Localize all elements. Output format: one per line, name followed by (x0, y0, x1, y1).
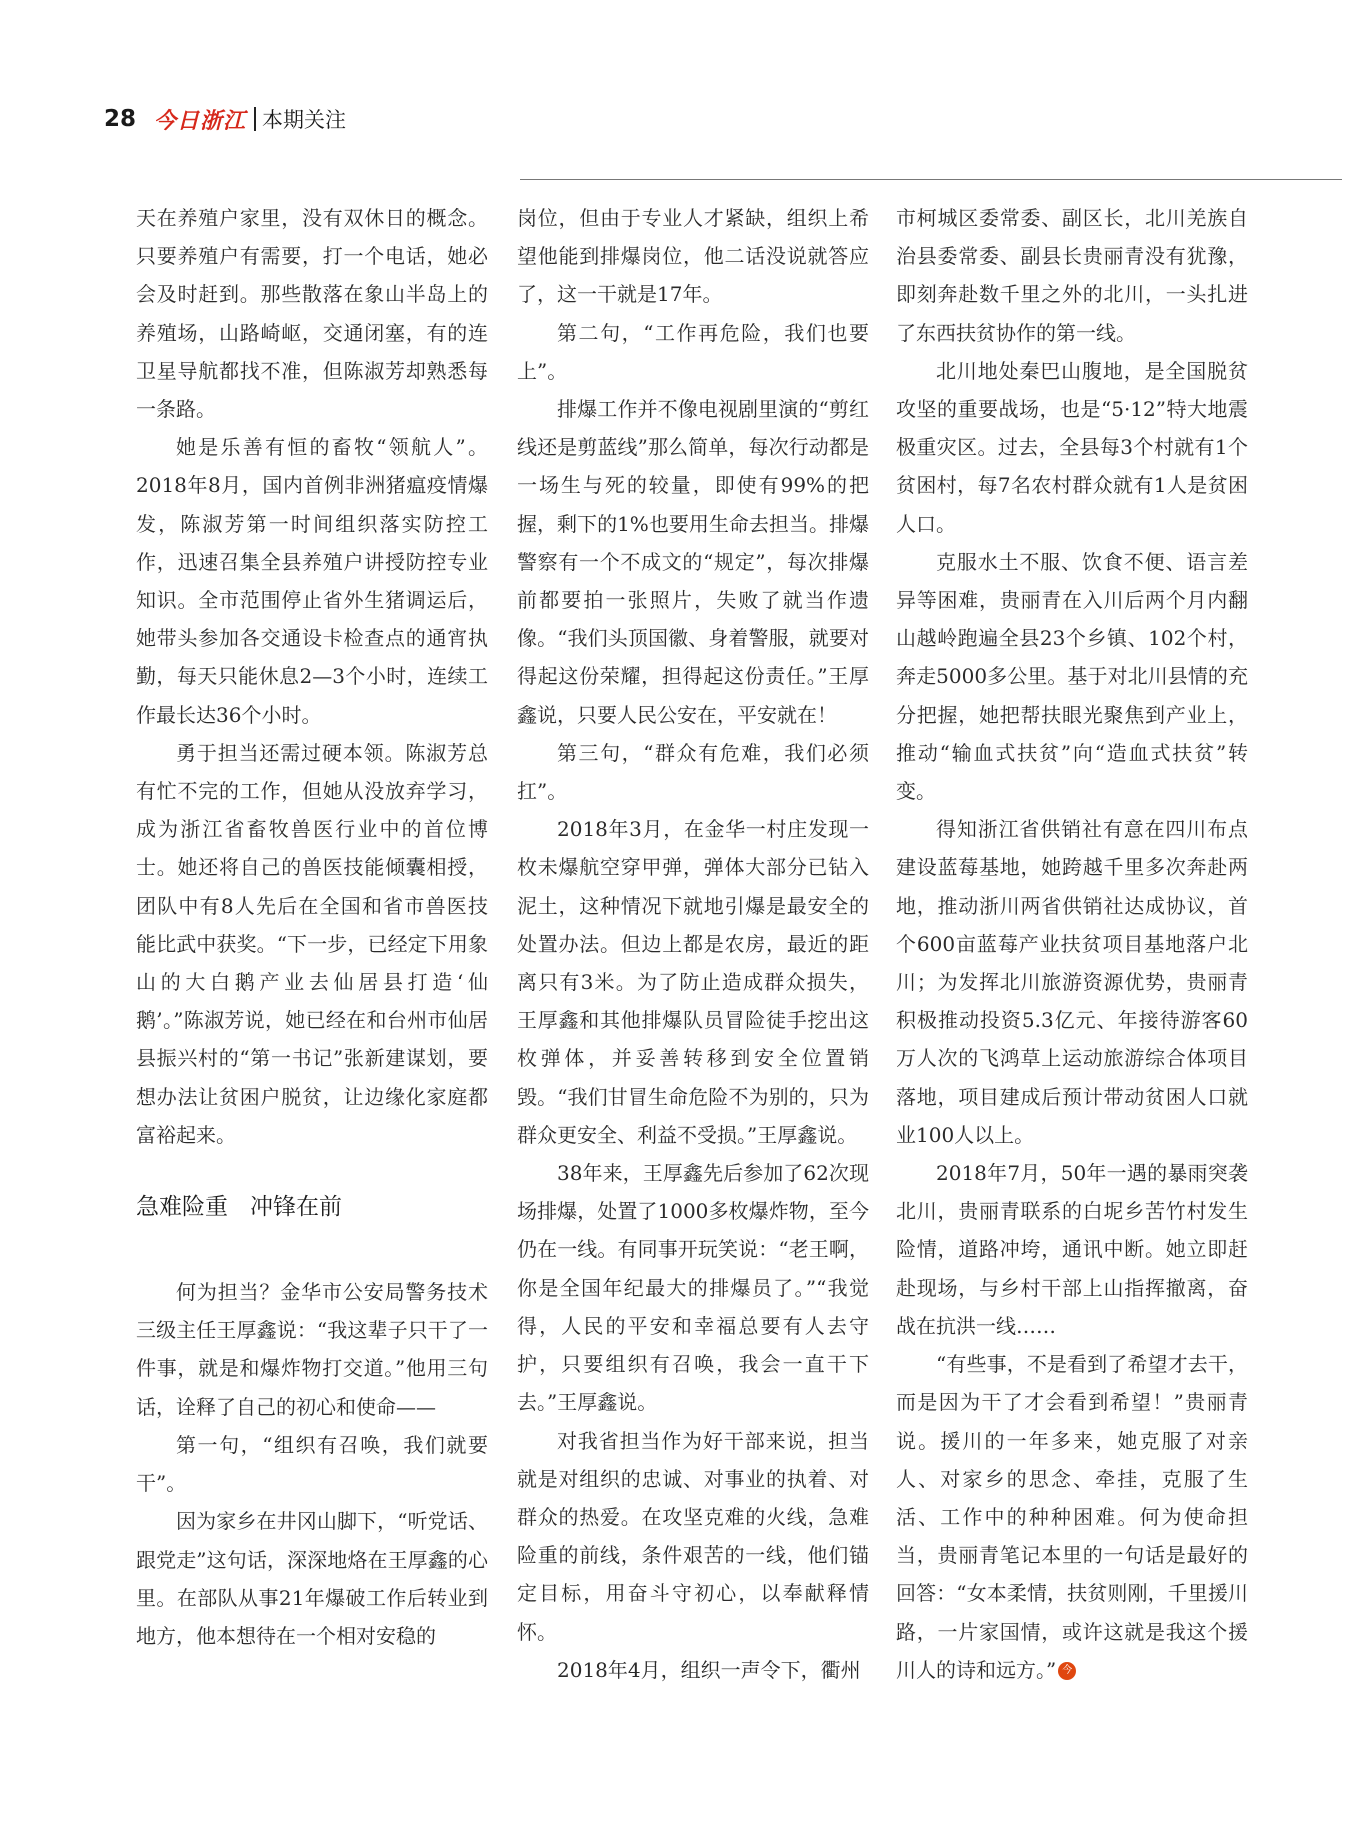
magazine-logo: 今日浙江 (154, 107, 247, 134)
paragraph: 对我省担当作为好干部来说，担当就是对组织的忠诚、对事业的执着、对群众的热爱。在攻坚克难的火线，急难险重的前线，条件艰苦的一线，他们锚定目标，用奋斗守初心，以奉献释情怀。 (517, 1428, 869, 1644)
paragraph: 岗位，但由于专业人才紧缺，组织上希望他能到排爆岗位，他二话没说就答应了，这一干就是17年。 (517, 206, 869, 307)
subheading-part: 急难险重 (136, 1194, 228, 1221)
column-3 (896, 199, 1248, 1689)
column-2 (517, 199, 869, 1689)
paragraph: 因为家乡在井冈山脚下，“听党话、跟党走”这句话，深深地烙在王厚鑫的心里。在部队从事21年爆破工作后转业到地方，他本想待在一个相对安稳的 (136, 1509, 488, 1648)
paragraph: 第三句，“群众有危难，我们必须扛”。 (517, 740, 869, 804)
paragraph: 38年来，王厚鑫先后参加了62次现场排爆，处置了1000多枚爆炸物，至今仍在一线。有同事开玩笑说：“老王啊，你是全国年纪最大的排爆员了。”“我觉得，人民的平安和幸福总要有人去守护，只要组织有召唤，我会一直干下去。”王厚鑫说。 (517, 1161, 869, 1415)
paragraph: 第一句，“组织有召唤，我们就要干”。 (136, 1432, 488, 1496)
page-header (104, 104, 346, 134)
paragraph: 得知浙江省供销社有意在四川布点建设蓝莓基地，她跨越千里多次奔赴两地，推动浙川两省供销社达成协议，首个600亩蓝莓产业扶贫项目基地落户北川；为发挥北川旅游资源优势，贵丽青积极推动投资5.3亿元、年接待游客60万人次的飞鸿草上运动旅游综合体项目落地，项目建成后预计带动贫困人口就业100人以上。 (896, 817, 1248, 1147)
end-mark-icon: 今 (1058, 1662, 1076, 1680)
paragraph (896, 1345, 1248, 1689)
paragraph: 她是乐善有恒的畜牧“领航人”。2018年8月，国内首例非洲猪瘟疫情爆发，陈淑芳第一时间组织落实防控工作，迅速召集全县养殖户讲授防控专业知识。全市范围停止省外生猪调运后，她带头参加各交通设卡检查点的通宵执勤，每天只能休息2—3个小时，连续工作最长达36个小时。 (136, 435, 488, 727)
paragraph: 何为担当？金华市公安局警务技术三级主任王厚鑫说：“我这辈子只干了一件事，就是和爆炸物打交道。”他用三句话，诠释了自己的初心和使命—— (136, 1280, 488, 1419)
column-1 (136, 199, 488, 1655)
paragraph-text: “有些事，不是看到了希望才去干，而是因为干了才会看到希望！”贵丽青说。援川的一年多来，她克服了对亲人、对家乡的思念、牵挂，克服了生活、工作中的种种困难。何为使命担当，贵丽青笔记本里的一句话是最好的回答：“女本柔情，扶贫则刚，千里援川路，一片家国情，或许这就是我这个援川人的诗和远方。” (896, 1352, 1248, 1682)
paragraph: 市柯城区委常委、副区长，北川羌族自治县委常委、副县长贵丽青没有犹豫，即刻奔赴数千里之外的北川，一头扎进了东西扶贫协作的第一线。 (896, 206, 1248, 345)
paragraph: 天在养殖户家里，没有双休日的概念。只要养殖户有需要，打一个电话，她必会及时赶到。那些散落在象山半岛上的养殖场，山路崎岖，交通闭塞，有的连卫星导航都找不准，但陈淑芳却熟悉每一条路。 (136, 206, 488, 422)
paragraph: 克服水土不服、饮食不便、语言差异等困难，贵丽青在入川后两个月内翻山越岭跑遍全县23个乡镇、102个村，奔走5000多公里。基于对北川县情的充分把握，她把帮扶眼光聚焦到产业上，推动“输血式扶贫”向“造血式扶贫”转变。 (896, 549, 1248, 804)
paragraph: 北川地处秦巴山腹地，是全国脱贫攻坚的重要战场，也是“5·12”特大地震极重灾区。过去，全县每3个村就有1个贫困村，每7名农村群众就有1人是贫困人口。 (896, 358, 1248, 536)
paragraph: 第二句，“工作再危险，我们也要上”。 (517, 320, 869, 383)
top-rule (520, 179, 1342, 180)
subheading (136, 1188, 488, 1221)
subheading-part: 冲锋在前 (250, 1194, 342, 1221)
page-number: 28 (104, 106, 137, 132)
paragraph: 2018年4月，组织一声令下，衢州 (557, 1657, 861, 1682)
paragraph: 2018年7月，50年一遇的暴雨突袭北川，贵丽青联系的白坭乡苦竹村发生险情，道路冲垮，通讯中断。她立即赶赴现场，与乡村干部上山指挥撤离，奋战在抗洪一线…… (896, 1161, 1248, 1338)
header-divider (254, 107, 256, 131)
paragraph: 2018年3月，在金华一村庄发现一枚未爆航空穿甲弹，弹体大部分已钻入泥土，这种情况下就地引爆是最安全的处置办法。但边上都是农房，最近的距离只有3米。为了防止造成群众损失，王厚鑫和其他排爆队员冒险徒手挖出这枚弹体，并妥善转移到安全位置销毁。“我们甘冒生命危险不为别的，只为群众更安全、利益不受损。”王厚鑫说。 (517, 817, 869, 1147)
section-title: 本期关注 (262, 108, 347, 132)
paragraph: 排爆工作并不像电视剧里演的“剪红线还是剪蓝线”那么简单，每次行动都是一场生与死的较量，即使有99%的把握，剩下的1%也要用生命去担当。排爆警察有一个不成文的“规定”，每次排爆前都要拍一张照片，失败了就当作遗像。“我们头顶国徽、身着警服，就要对得起这份荣耀，担得起这份责任。”王厚鑫说，只要人民公安在，平安就在！ (517, 397, 869, 727)
paragraph: 勇于担当还需过硬本领。陈淑芳总有忙不完的工作，但她从没放弃学习，成为浙江省畜牧兽医行业中的首位博士。她还将自己的兽医技能倾囊相授，团队中有8人先后在全国和省市兽医技能比武中获奖。“下一步，已经定下用象山的大白鹅产业去仙居县打造‘仙鹅’。”陈淑芳说，她已经在和台州市仙居县振兴村的“第一书记”张新建谋划，要想办法让贫困户脱贫，让边缘化家庭都富裕起来。 (136, 740, 488, 1147)
